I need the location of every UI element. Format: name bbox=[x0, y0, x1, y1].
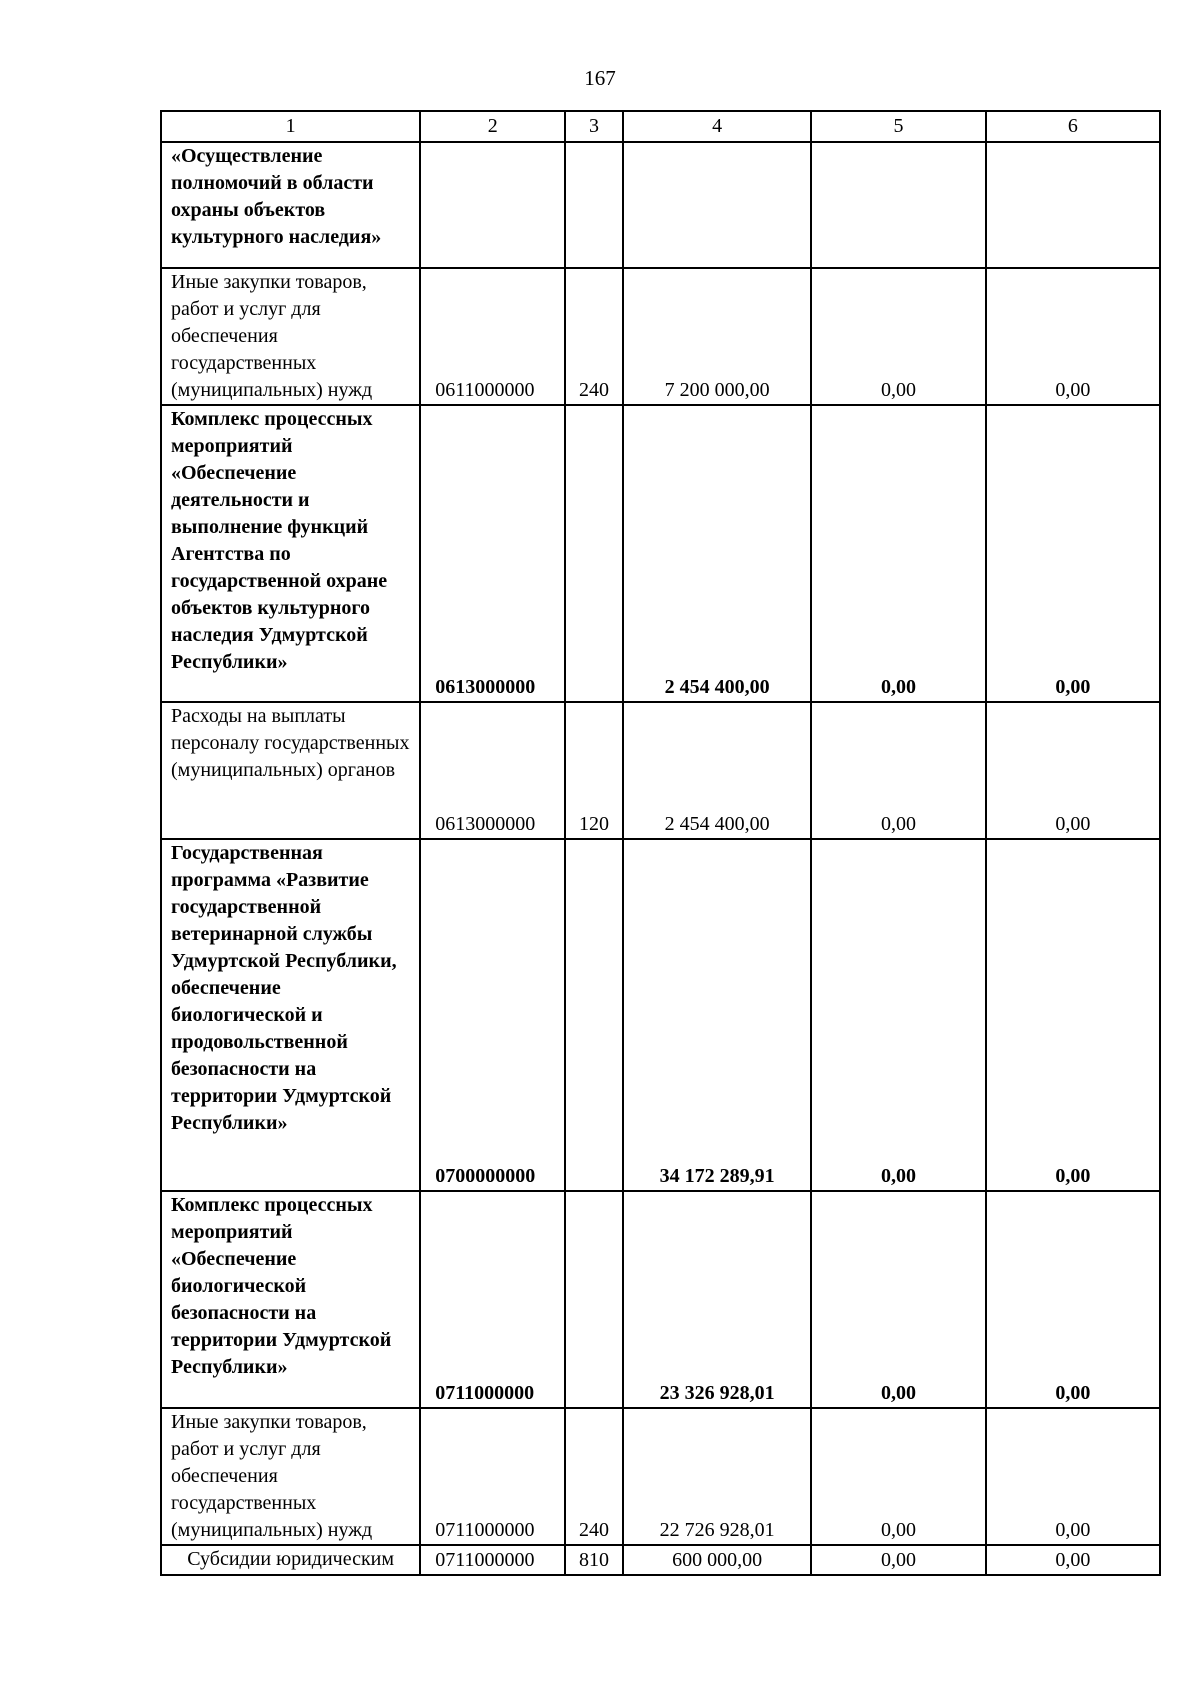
table-row bbox=[161, 1191, 1160, 1408]
page-number: 167 bbox=[584, 66, 616, 90]
row-code: 0711000000 bbox=[420, 1191, 565, 1408]
table-row bbox=[161, 142, 1160, 268]
row-name: Субсидии юридическим bbox=[161, 1545, 420, 1575]
column-header: 5 bbox=[811, 111, 985, 142]
row-name: Иные закупки товаров, работ и услуг для обеспечения государственных (муниципальных) нужд bbox=[161, 1408, 420, 1545]
row-col5: 0,00 bbox=[811, 839, 985, 1191]
row-col6: 0,00 bbox=[986, 405, 1160, 702]
row-col6: 0,00 bbox=[986, 1191, 1160, 1408]
row-code: 0711000000 bbox=[420, 1408, 565, 1545]
table-header-row bbox=[161, 111, 1160, 142]
row-type: 120 bbox=[565, 702, 623, 839]
table-row bbox=[161, 405, 1160, 702]
row-col5: 0,00 bbox=[811, 1191, 985, 1408]
row-col5: 0,00 bbox=[811, 268, 985, 405]
row-amount bbox=[623, 142, 811, 268]
row-amount: 7 200 000,00 bbox=[623, 268, 811, 405]
row-amount: 600 000,00 bbox=[623, 1545, 811, 1575]
row-type bbox=[565, 1191, 623, 1408]
row-type bbox=[565, 839, 623, 1191]
row-code: 0613000000 bbox=[420, 405, 565, 702]
row-name: Государственная программа «Развитие государственной ветеринарной службы Удмуртской Республики, обеспечение биологической и продовольственной безопасности на территории Удмуртской Республики» bbox=[161, 839, 420, 1191]
table-row bbox=[161, 1408, 1160, 1545]
column-header: 6 bbox=[986, 111, 1160, 142]
row-col5: 0,00 bbox=[811, 405, 985, 702]
budget-table bbox=[160, 110, 1161, 1576]
row-type: 240 bbox=[565, 268, 623, 405]
row-amount: 2 454 400,00 bbox=[623, 405, 811, 702]
row-col5: 0,00 bbox=[811, 1408, 985, 1545]
row-code: 0613000000 bbox=[420, 702, 565, 839]
column-header: 1 bbox=[161, 111, 420, 142]
row-col6: 0,00 bbox=[986, 1408, 1160, 1545]
row-name: Комплекс процессных мероприятий «Обеспечение деятельности и выполнение функций Агентства по государственной охране объектов культурного наследия Удмуртской Республики» bbox=[161, 405, 420, 702]
row-col5 bbox=[811, 142, 985, 268]
row-name: Расходы на выплаты персоналу государственных (муниципальных) органов bbox=[161, 702, 420, 839]
row-col6: 0,00 bbox=[986, 1545, 1160, 1575]
column-header: 2 bbox=[420, 111, 565, 142]
column-header: 4 bbox=[623, 111, 811, 142]
row-type bbox=[565, 405, 623, 702]
column-header: 3 bbox=[565, 111, 623, 142]
table-row bbox=[161, 839, 1160, 1191]
row-type bbox=[565, 142, 623, 268]
row-col5: 0,00 bbox=[811, 702, 985, 839]
row-code: 0700000000 bbox=[420, 839, 565, 1191]
row-col6: 0,00 bbox=[986, 702, 1160, 839]
row-type: 240 bbox=[565, 1408, 623, 1545]
row-type: 810 bbox=[565, 1545, 623, 1575]
row-col6: 0,00 bbox=[986, 839, 1160, 1191]
row-amount: 22 726 928,01 bbox=[623, 1408, 811, 1545]
row-name: «Осуществление полномочий в области охраны объектов культурного наследия» bbox=[161, 142, 420, 268]
row-code: 0611000000 bbox=[420, 268, 565, 405]
row-amount: 23 326 928,01 bbox=[623, 1191, 811, 1408]
row-code: 0711000000 bbox=[420, 1545, 565, 1575]
row-col5: 0,00 bbox=[811, 1545, 985, 1575]
row-col6 bbox=[986, 142, 1160, 268]
row-name: Комплекс процессных мероприятий «Обеспечение биологической безопасности на территории Удмуртской Республики» bbox=[161, 1191, 420, 1408]
row-name: Иные закупки товаров, работ и услуг для обеспечения государственных (муниципальных) нужд bbox=[161, 268, 420, 405]
table-row bbox=[161, 702, 1160, 839]
row-code bbox=[420, 142, 565, 268]
table-row bbox=[161, 1545, 1160, 1575]
row-amount: 2 454 400,00 bbox=[623, 702, 811, 839]
table-row bbox=[161, 268, 1160, 405]
row-col6: 0,00 bbox=[986, 268, 1160, 405]
row-amount: 34 172 289,91 bbox=[623, 839, 811, 1191]
